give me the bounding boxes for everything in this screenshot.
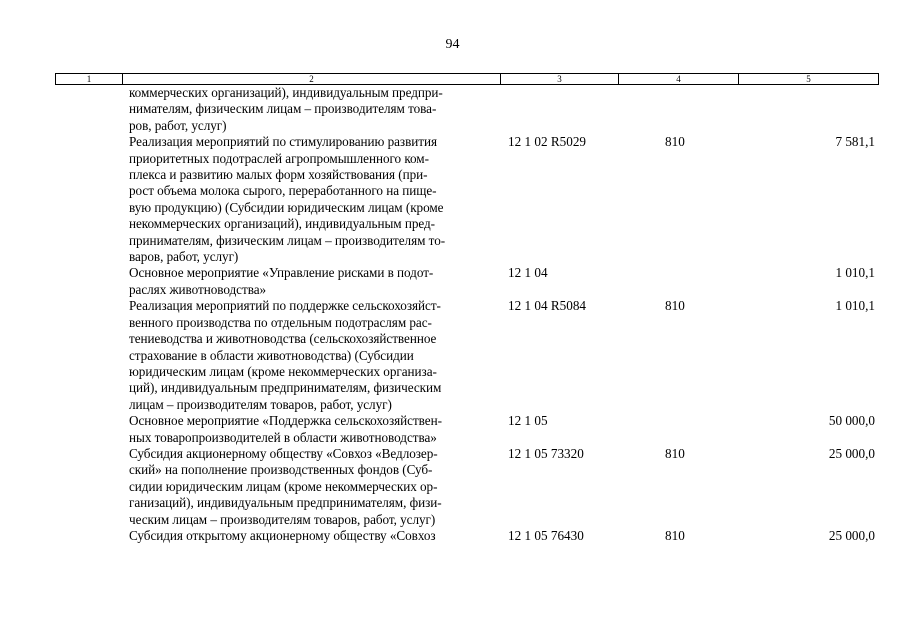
- row-type: 810: [665, 134, 685, 150]
- row-name: Субсидия открытому акционерному обществу «Совхоз: [129, 527, 436, 543]
- row-amount: 1 010,1: [835, 265, 875, 281]
- row-code: 12 1 04: [508, 265, 548, 281]
- column-header-1: 1: [56, 74, 123, 84]
- column-header-5: 5: [806, 74, 811, 84]
- row-amount: 7 581,1: [835, 134, 875, 150]
- row-code: 12 1 05 76430: [508, 527, 584, 543]
- column-header-4: 4: [619, 74, 739, 84]
- table-row: [0, 134, 905, 265]
- table-row: [0, 298, 905, 413]
- page-number: 94: [445, 37, 460, 52]
- row-name: Реализация мероприятий по стимулированию развития приоритетных подотраслей агропромышленного ком- плекса и развитию малых форм хозяйствования (при- рост объема молока сырого, переработанного на пище- вую продукцию) (Субсидии юридическим лицам (кроме некоммерческих организаций), индивидуальным пред- принимателям, физическим лицам – производителям то- варов, работ, услуг): [129, 134, 446, 265]
- row-name: коммерческих организаций), индивидуальным предпри- нимателям, физическим лицам – производителям това- ров, работ, услуг): [129, 85, 443, 133]
- column-header-3: 3: [501, 74, 619, 84]
- row-code: 12 1 04 R5084: [508, 298, 587, 314]
- table-row: [0, 265, 905, 298]
- row-type: 810: [665, 445, 685, 461]
- row-code: 12 1 05 73320: [508, 445, 584, 461]
- table-row: [0, 446, 905, 528]
- row-amount: 25 000,0: [828, 527, 875, 543]
- budget-table: [0, 85, 905, 544]
- row-amount: 50 000,0: [828, 413, 875, 429]
- row-name: Реализация мероприятий по поддержке сельскохозяйст- венного производства по отдельным подотраслям рас- тениеводства и животноводства (сельскохозяйственное страхование в области животноводства) (Субсидии юридическим лицам (кроме некоммерческих организа- ций), индивидуальным предпринимателям, физическим лицам – производителям товаров, работ, услуг): [129, 298, 442, 412]
- column-header-2: 2: [123, 74, 501, 84]
- row-amount: 25 000,0: [828, 445, 875, 461]
- row-code: 12 1 05: [508, 413, 548, 429]
- row-amount: 1 010,1: [835, 298, 875, 314]
- row-name: Субсидия акционерному обществу «Совхоз «Ведлозер- ский» на пополнение производственных фондов (Суб- сидии юридическим лицам (кроме некоммерческих ор- ганизаций), индивидуальным предпринимателям, физи- ческим лицам – производителям товаров, работ, услуг): [129, 445, 442, 527]
- row-type: 810: [665, 527, 685, 543]
- row-type: 810: [665, 298, 685, 314]
- row-name: Основное мероприятие «Поддержка сельскохозяйствен- ных товаропроизводителей в области животноводства»: [129, 413, 442, 445]
- table-row: [0, 85, 905, 134]
- row-code: 12 1 02 R5029: [508, 134, 587, 150]
- table-row: [0, 528, 905, 544]
- table-row: [0, 413, 905, 446]
- table-header: [55, 73, 879, 85]
- row-name: Основное мероприятие «Управление рисками в подот- раслях животноводства»: [129, 265, 434, 297]
